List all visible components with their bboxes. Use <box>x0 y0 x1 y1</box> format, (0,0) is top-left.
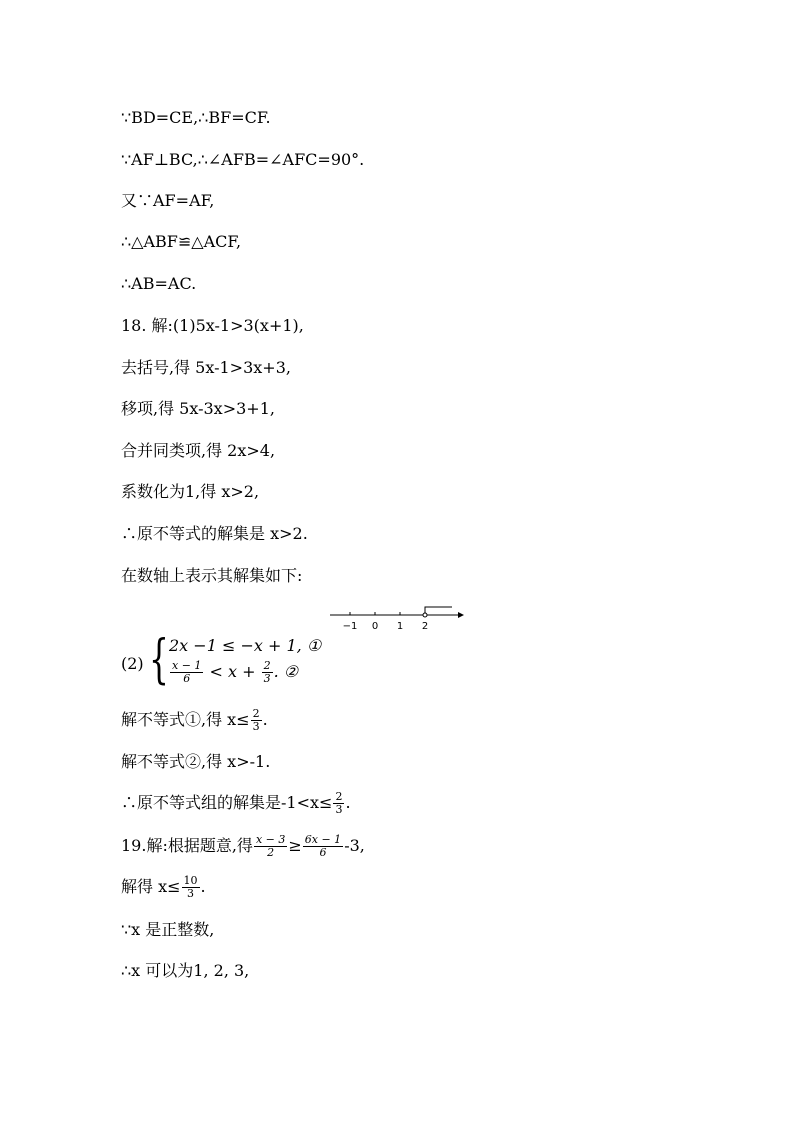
line-bd-ce: ∵BD=CE,∴BF=CF. <box>121 108 271 127</box>
line-q19-positive: ∵x 是正整数, <box>121 920 215 939</box>
tick-label-neg1: −1 <box>342 621 358 632</box>
system-eq2: $\frac{x - 1}{6}$ < x + $\frac{2}{3}$ . ② <box>172 659 299 685</box>
line-remove-brackets: 去括号,得 5x-1>3x+3, <box>121 358 291 377</box>
tick-label-1: 1 <box>396 621 404 632</box>
open-circle <box>423 613 427 617</box>
line-af-perp: ∵AF⊥BC,∴∠AFB=∠AFC=90°. <box>121 150 365 169</box>
line-solve2: 解不等式②,得 x>-1. <box>121 752 271 771</box>
line-q18-start: 18. 解:(1)5x-1>3(x+1), <box>121 316 304 335</box>
line-ab-ac: ∴AB=AC. <box>121 274 197 293</box>
line-q19-values: ∴x 可以为1, 2, 3, <box>121 961 250 980</box>
solution-ray <box>425 607 452 615</box>
line-q19: 19.解:根据题意,得 $\frac{x - 3}{2}$ ≥ $\frac{6x - 1}{6}$ -3, <box>121 833 365 859</box>
line-solve1: 解不等式①,得 x≤ $\frac{2}{3}$ . <box>121 707 268 733</box>
line-numberline-intro: 在数轴上表示其解集如下: <box>121 566 303 585</box>
line-transpose: 移项,得 5x-3x>3+1, <box>121 399 275 418</box>
line-combine: 合并同类项,得 2x>4, <box>121 441 276 460</box>
tick-label-2: 2 <box>421 621 429 632</box>
line-system-result: ∴原不等式组的解集是-1<x≤ $\frac{2}{3}$ . <box>121 790 351 816</box>
line-q19-solve: 解得 x≤ $\frac{10}{3}$ . <box>121 874 206 900</box>
line-coefficient: 系数化为1,得 x>2, <box>121 482 260 501</box>
line-af-af: 又∵AF=AF, <box>121 191 215 210</box>
brace: { <box>149 630 169 690</box>
line-congruent: ∴△ABF≌△ACF, <box>121 232 242 251</box>
system-label: (2) <box>121 654 144 673</box>
number-line <box>328 603 468 633</box>
line-solution-set: ∴原不等式的解集是 x>2. <box>121 524 308 543</box>
system-eq1: 2x −1 ≤ −x + 1, ① <box>169 636 322 655</box>
tick-label-0: 0 <box>371 621 379 632</box>
